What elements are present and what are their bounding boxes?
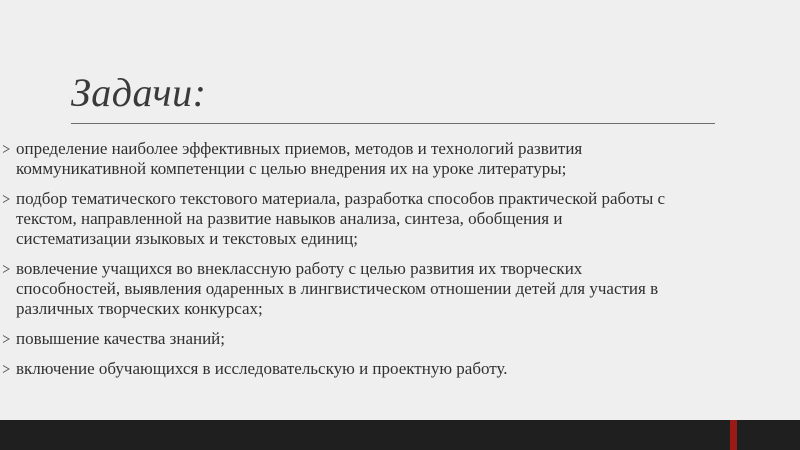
task-line: способностей, выявления одаренных в лингвистическом отношении детей для участия в bbox=[16, 279, 659, 298]
title-divider bbox=[71, 123, 715, 124]
task-line: различных творческих конкурсах; bbox=[16, 299, 263, 318]
task-line: подбор тематического текстового материала, разработка способов практической работы с bbox=[16, 189, 666, 208]
triangle-bullet-icon bbox=[2, 145, 10, 153]
task-line: повышение качества знаний; bbox=[16, 329, 226, 348]
list-item bbox=[0, 359, 790, 379]
task-line: коммуникативной компетенции с целью внедрения их на уроке литературы; bbox=[16, 159, 567, 178]
list-item bbox=[0, 139, 790, 179]
footer-bar bbox=[0, 420, 800, 450]
task-line: определение наиболее эффективных приемов, методов и технологий развития bbox=[16, 139, 583, 158]
triangle-bullet-icon bbox=[2, 195, 10, 203]
task-line: включение обучающихся в исследовательскую и проектную работу. bbox=[16, 359, 508, 378]
slide-title: Задачи: bbox=[71, 70, 207, 115]
task-line: вовлечение учащихся во внеклассную работу с целью развития их творческих bbox=[16, 259, 583, 278]
triangle-bullet-icon bbox=[2, 265, 10, 273]
list-item bbox=[0, 189, 790, 249]
footer-accent bbox=[730, 420, 737, 450]
triangle-bullet-icon bbox=[2, 365, 10, 373]
list-item bbox=[0, 259, 790, 319]
task-list bbox=[0, 139, 790, 389]
task-line: текстом, направленной на развитие навыков анализа, синтеза, обобщения и bbox=[16, 209, 563, 228]
list-item bbox=[0, 329, 790, 349]
triangle-bullet-icon bbox=[2, 335, 10, 343]
task-line: систематизации языковых и текстовых единиц; bbox=[16, 229, 358, 248]
